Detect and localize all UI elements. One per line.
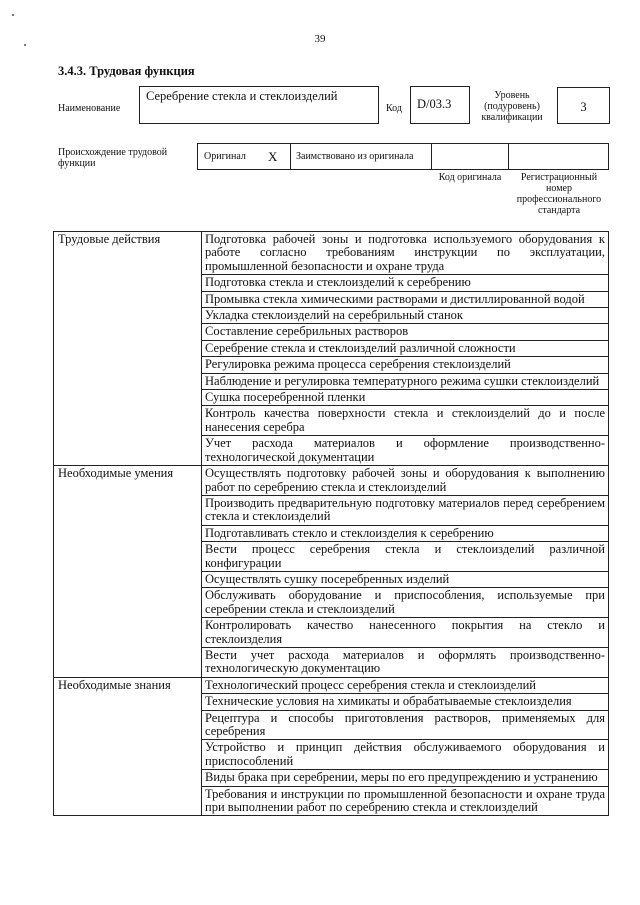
table-row: [54, 677, 609, 693]
code-value-box: [410, 86, 470, 124]
section-item: Подготовка стекла и стеклоизделий к серебрению: [202, 275, 609, 291]
section-title-cell: Необходимые умения: [54, 466, 202, 678]
function-table: [53, 231, 609, 816]
section-item: Осуществлять подготовку рабочей зоны и оборудования к выполнению работ по серебрению стекла и стеклоизделий: [202, 466, 609, 496]
origin-code-cell: [431, 143, 509, 170]
name-label: Наименование: [58, 103, 121, 114]
level-value: 3: [580, 100, 587, 114]
section-item: Контролировать качество нанесенного покрытия на стекло и стеклоизделия: [202, 618, 609, 648]
section-item: Промывка стекла химическими растворами и дистиллированной водой: [202, 291, 609, 307]
section-item: Осуществлять сушку посеребренных изделий: [202, 571, 609, 587]
section-item: Сушка посеребренной пленки: [202, 390, 609, 406]
table-row: [54, 466, 609, 496]
section-item: Наблюдение и регулировка температурного режима сушки стеклоизделий: [202, 373, 609, 389]
name-value: Серебрение стекла и стеклоизделий: [146, 89, 338, 103]
section-item: Требования и инструкции по промышленной безопасности и охране труда при выполнении работ по серебрению стекла и стеклоизделий: [202, 786, 609, 816]
section-item: Подготовка рабочей зоны и подготовка используемого оборудования к работе согласно требованиям инструкции по эксплуатации, промышленной безопасности и охране труда: [202, 232, 609, 275]
section-item: Укладка стеклоизделий на серебрильный станок: [202, 308, 609, 324]
origin-original-cell: [197, 143, 291, 170]
table-row: [54, 232, 609, 275]
section-item: Технические условия на химикаты и обрабатываемые стеклоизделия: [202, 694, 609, 710]
code-value: D/03.3: [417, 97, 452, 111]
section-item: Контроль качества поверхности стекла и стеклоизделий до и после нанесения серебра: [202, 406, 609, 436]
section-item: Вести процесс серебрения стекла и стеклоизделий различной конфигурации: [202, 542, 609, 572]
section-item: Составление серебрильных растворов: [202, 324, 609, 340]
level-label: Уровень (подуровень) квалификации: [481, 90, 543, 123]
name-value-box: [139, 86, 379, 124]
section-item: Подготавливать стекло и стеклоизделия к серебрению: [202, 525, 609, 541]
section-item: Учет расхода материалов и оформление производственно-технологической документации: [202, 436, 609, 466]
section-item: Производить предварительную подготовку материалов перед серебрением стекла и стеклоизделий: [202, 495, 609, 525]
code-label: Код: [386, 103, 402, 114]
section-item: Серебрение стекла и стеклоизделий различной сложности: [202, 340, 609, 356]
page-number: 39: [314, 33, 326, 45]
origin-code-caption: Код оригинала: [438, 172, 502, 183]
section-item: Виды брака при серебрении, меры по его предупреждению и устранению: [202, 770, 609, 786]
section-item: Регулировка режима процесса серебрения стеклоизделий: [202, 357, 609, 373]
section-title-cell: Необходимые знания: [54, 677, 202, 816]
origin-borrowed-label: Заимствовано из оригинала: [296, 151, 414, 162]
origin-reg-cell: [508, 143, 609, 170]
section-item: Рецептура и способы приготовления растворов, применяемых для серебрения: [202, 710, 609, 740]
scan-mark: [12, 14, 14, 16]
section-item: Обслуживать оборудование и приспособления, используемые при серебрении стекла и стеклоизделий: [202, 588, 609, 618]
origin-original-label: Оригинал: [204, 151, 246, 162]
origin-reg-caption: Регистрационный номер профессионального стандарта: [516, 172, 602, 216]
section-item: Устройство и принцип действия обслуживаемого оборудования и приспособлений: [202, 740, 609, 770]
level-value-box: [557, 87, 610, 124]
origin-borrowed-cell: [290, 143, 432, 170]
section-item: Технологический процесс серебрения стекла и стеклоизделий: [202, 677, 609, 693]
section-item: Вести учет расхода материалов и оформлять производственно-технологическую документацию: [202, 647, 609, 677]
origin-original-mark: X: [268, 149, 278, 164]
section-title-cell: Трудовые действия: [54, 232, 202, 466]
origin-label: Происхождение трудовой функции: [58, 147, 168, 169]
section-title: 3.4.3. Трудовая функция: [58, 64, 195, 78]
